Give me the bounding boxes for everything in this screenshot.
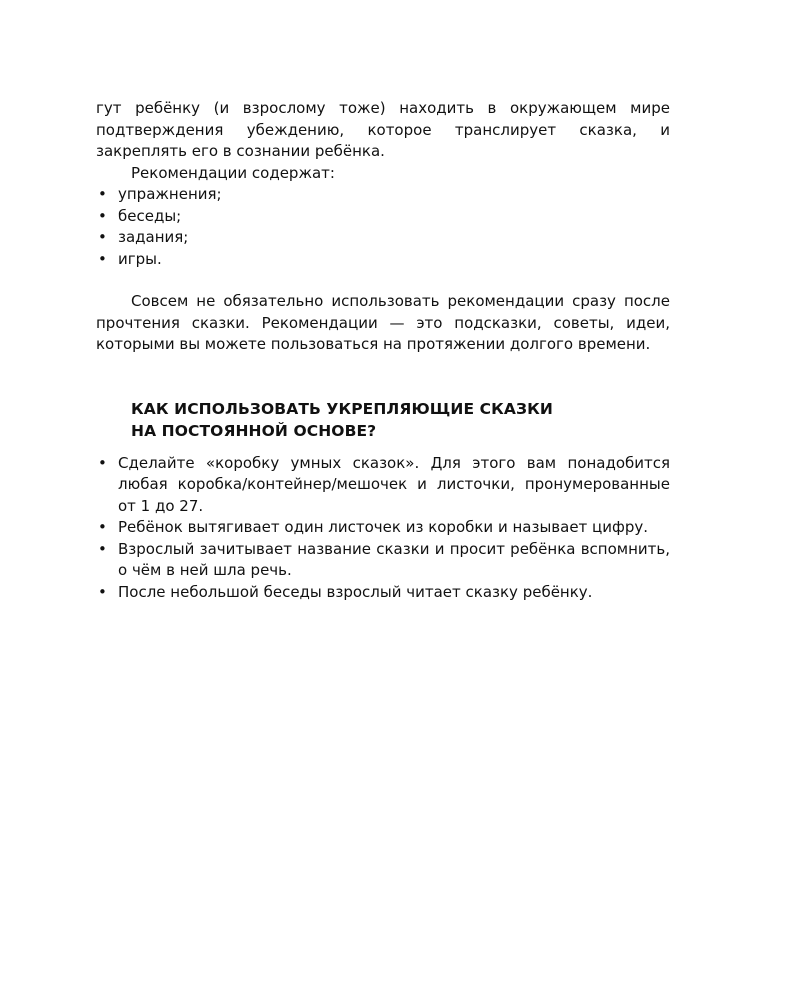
bullet-icon: • (98, 539, 107, 558)
section-heading-line-2: НА ПОСТОЯННОЙ ОСНОВЕ? (131, 421, 377, 440)
continuation-paragraph: гут ребёнку (и взрослому тоже) находить в окружающем мире подтверждения убеждению, которое транслирует сказка, и закреплять его в сознании ребёнка. (96, 99, 670, 160)
bullet-icon: • (98, 185, 107, 203)
list-item-text: После небольшой беседы взрослый читает сказку ребёнку. (118, 582, 593, 601)
list-item-text: Взрослый зачитывает название сказки и просит ребёнка вспомнить, о чём в ней шла речь. (118, 539, 670, 579)
spacer (96, 377, 670, 398)
list-item-text: Сделайте «коробку умных сказок». Для этого вам понадобится любая коробка/контейнер/мешочек и листочки, пронумерованные от 1 до 27. (118, 453, 670, 515)
list-item-text: игры. (118, 249, 162, 268)
list-item (96, 184, 670, 206)
list-item (96, 517, 670, 539)
bullet-icon: • (98, 206, 107, 225)
spacer (96, 270, 670, 291)
list-item (96, 453, 670, 518)
section-heading (131, 398, 670, 442)
bullet-icon: • (98, 453, 107, 472)
list-item (96, 206, 670, 228)
bullet-icon: • (98, 518, 107, 536)
list-item (96, 539, 670, 582)
steps-list (96, 453, 670, 604)
list-item-text: упражнения; (118, 185, 222, 203)
recommendations-list (96, 184, 670, 270)
page-content (96, 98, 670, 603)
recommendations-intro: Рекомендации содержат: (131, 163, 335, 182)
list-item-text: беседы; (118, 206, 182, 225)
not-required-paragraph: Совсем не обязательно использовать рекомендации сразу после прочтения сказки. Рекомендации — это подсказки, советы, идеи, которыми вы можете пользоваться на протяжении долгого времени. (96, 292, 670, 353)
list-item-text: Ребёнок вытягивает один листочек из коробки и называет цифру. (118, 518, 649, 536)
list-item (96, 249, 670, 271)
list-item (96, 582, 670, 604)
section-heading-line-1: КАК ИСПОЛЬЗОВАТЬ УКРЕПЛЯЮЩИЕ СКАЗКИ (131, 399, 553, 418)
spacer (96, 356, 670, 377)
bullet-icon: • (98, 249, 107, 268)
list-item-text: задания; (118, 228, 189, 246)
bullet-icon: • (98, 582, 107, 601)
bullet-icon: • (98, 228, 107, 246)
list-item (96, 227, 670, 249)
